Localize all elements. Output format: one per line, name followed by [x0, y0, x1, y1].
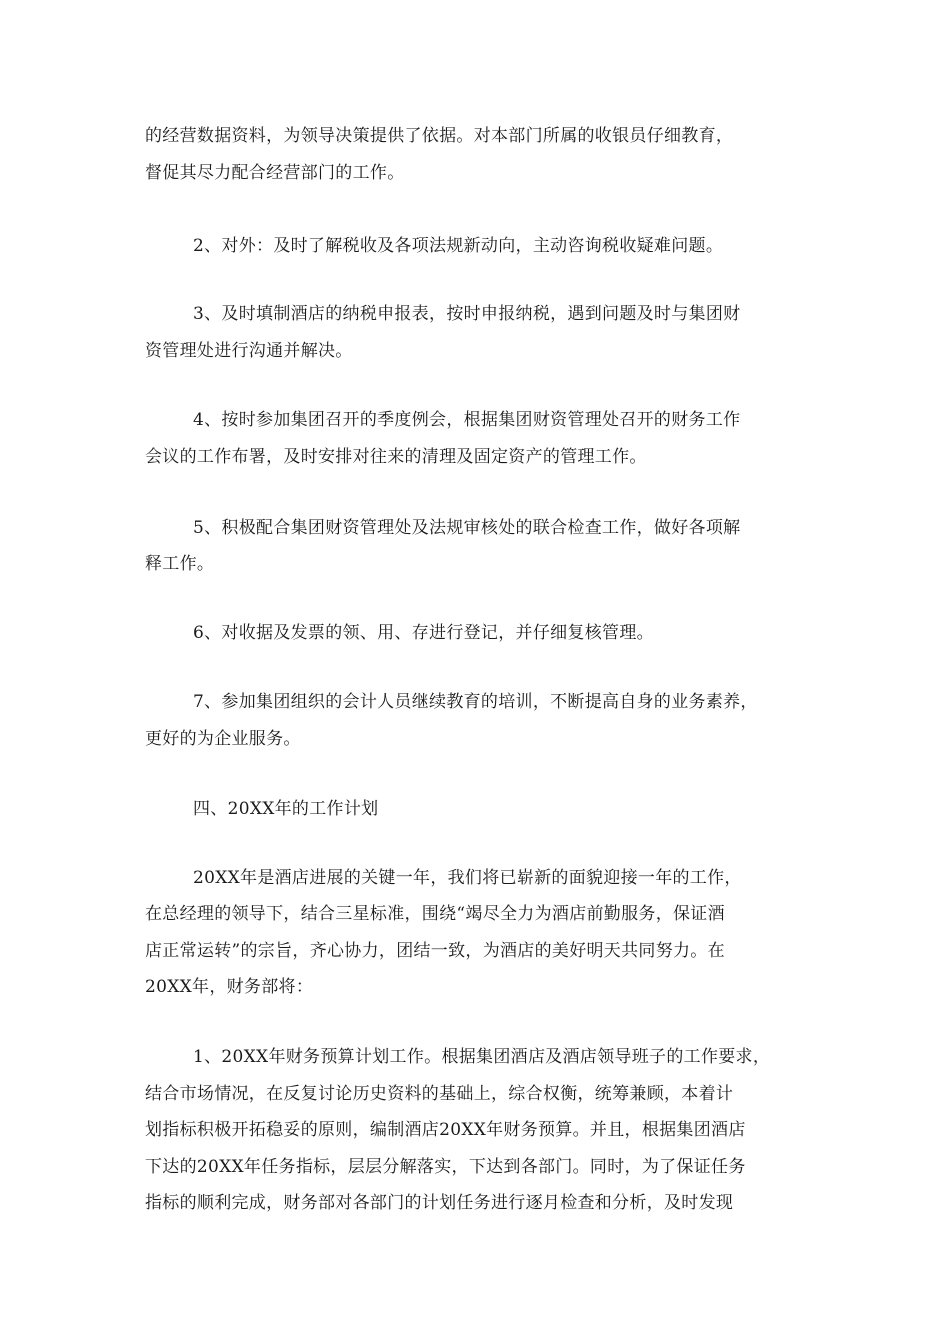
text-line: 会议的工作布署，及时安排对往来的清理及固定资产的管理工作。: [145, 447, 647, 467]
paragraph-line: 店正常运转”的宗旨，齐心协力，团结一致，为酒店的美好明天共同努力。在: [145, 941, 725, 961]
text-line: 的经营数据资料，为领导决策提供了依据。对本部门所属的收银员仔细教育，: [145, 126, 734, 146]
text-line: 资管理处进行沟通并解决。: [145, 341, 353, 361]
paragraph-line: 指标的顺利完成，财务部对各部门的计划任务进行逐月检查和分析，及时发现: [145, 1193, 734, 1213]
paragraph-line: 20XX年，财务部将：: [145, 977, 314, 997]
paragraph-line: 20XX年是酒店进展的关键一年，我们将已崭新的面貌迎接一年的工作，: [193, 868, 742, 888]
text-line: 更好的为企业服务。: [145, 729, 301, 749]
list-item-3: 3、及时填制酒店的纳税申报表，按时申报纳税，遇到问题及时与集团财: [193, 304, 741, 324]
section-heading: 四、20XX年的工作计划: [193, 799, 379, 819]
paragraph-line: 划指标积极开拓稳妥的原则，编制酒店20XX年财务预算。并且，根据集团酒店: [145, 1120, 746, 1140]
text-line: 释工作。: [145, 554, 215, 574]
paragraph-line: 结合市场情况，在反复讨论历史资料的基础上，综合权衡，统筹兼顾，本着计: [145, 1084, 734, 1104]
paragraph-line: 在总经理的领导下，结合三星标准，围绕“竭尽全力为酒店前勤服务，保证酒: [145, 904, 725, 924]
plan-item-1: 1、20XX年财务预算计划工作。根据集团酒店及酒店领导班子的工作要求，: [193, 1047, 771, 1067]
list-item-4: 4、按时参加集团召开的季度例会，根据集团财资管理处召开的财务工作: [193, 410, 741, 430]
text-line: 督促其尽力配合经营部门的工作。: [145, 163, 405, 183]
list-item-5: 5、积极配合集团财资管理处及法规审核处的联合检查工作，做好各项解: [193, 518, 741, 538]
list-item-2: 2、对外：及时了解税收及各项法规新动向，主动咨询税收疑难问题。: [193, 236, 724, 256]
list-item-6: 6、对收据及发票的领、用、存进行登记，并仔细复核管理。: [193, 623, 654, 643]
list-item-7: 7、参加集团组织的会计人员继续教育的培训，不断提高自身的业务素养，: [193, 692, 758, 712]
paragraph-line: 下达的20XX年任务指标，层层分解落实，下达到各部门。同时，为了保证任务: [145, 1157, 746, 1177]
